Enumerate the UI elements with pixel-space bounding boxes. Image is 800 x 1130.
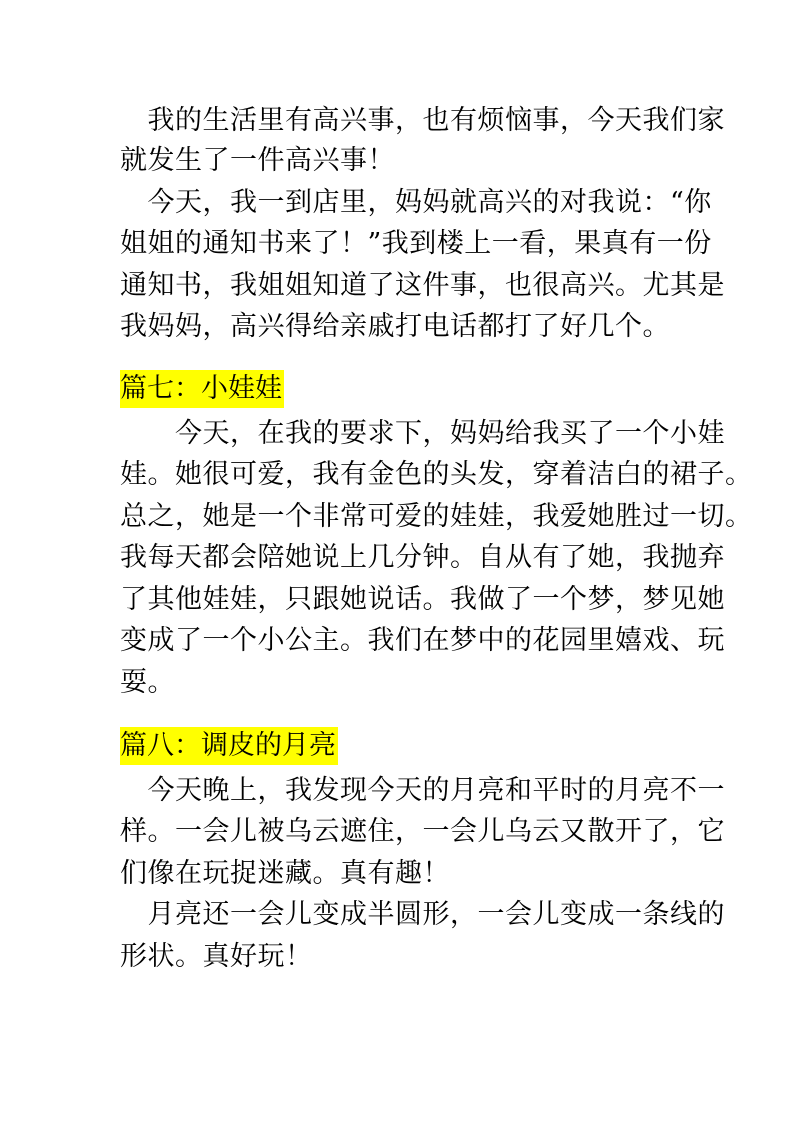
paragraph-1-line-2: 就发生了一件高兴事！ [120,145,395,176]
section-8-heading: 篇八：调皮的月亮 [120,727,338,765]
section-8-line-1: 今天晚上，我发现今天的月亮和平时的月亮不一 [120,775,725,806]
section-7-line-6: 变成了一个小公主。我们在梦中的花园里嬉戏、玩 [120,625,725,656]
section-8-line-2: 样。一会儿被乌云遮住，一会儿乌云又散开了，它 [120,816,725,847]
section-7-line-5: 了其他娃娃，只跟她说话。我做了一个梦，梦见她 [120,584,725,615]
section-7-heading: 篇七：小娃娃 [120,370,284,408]
section-7-line-7: 耍。 [120,667,175,698]
paragraph-2-line-3: 通知书，我姐姐知道了这件事，也很高兴。尤其是 [120,270,725,301]
section-7-line-1: 今天，在我的要求下，妈妈给我买了一个小娃 [120,418,725,449]
section-7-line-3: 总之，她是一个非常可爱的娃娃，我爱她胜过一切。 [120,501,753,532]
section-8-line-5: 形状。真好玩！ [120,941,313,972]
paragraph-2-line-2: 姐姐的通知书来了！”我到楼上一看，果真有一份 [120,228,712,259]
paragraph-1-line-1: 我的生活里有高兴事，也有烦恼事，今天我们家 [120,105,725,136]
section-7-line-4: 我每天都会陪她说上几分钟。自从有了她，我抛弃 [120,542,725,573]
section-8-line-4: 月亮还一会儿变成半圆形，一会儿变成一条线的 [120,899,725,930]
section-8-line-3: 们像在玩捉迷藏。真有趣！ [120,858,450,889]
paragraph-2-line-1: 今天，我一到店里，妈妈就高兴的对我说：“你 [120,187,712,218]
paragraph-2-line-4: 我妈妈，高兴得给亲戚打电话都打了好几个。 [120,311,670,342]
section-7-line-2: 娃。她很可爱，我有金色的头发，穿着洁白的裙子。 [120,459,753,490]
